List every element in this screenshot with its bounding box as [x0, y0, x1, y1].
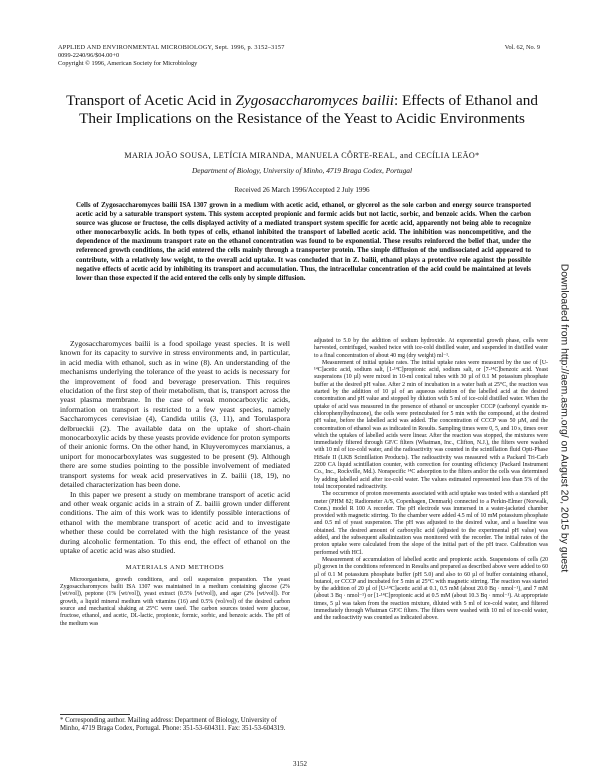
methods-heading: MATERIALS AND METHODS [125, 564, 225, 572]
copyright: Copyright © 1996, American Society for Microbiology [58, 60, 198, 67]
received-dates: Received 26 March 1996/Accepted 2 July 1996 [234, 186, 370, 194]
article-title [60, 92, 544, 128]
intro-paragraph-2: In this paper we present a study on membrane transport of acetic acid and other weak organic acids in a strain of Z. bailii grown under different conditions. The aim of this work was to identify possible interactions of ethanol with the membrane transport of acetic acid and to investigate whether these could be correlated with the high resistance of the yeast during alcoholic fermentation. To this end, the effect of ethanol on the uptake of acetic acid was also studied. [60, 489, 290, 555]
abstract: Cells of Zygosaccharomyces bailii ISA 1307 grown in a medium with acetic acid, ethanol, or glycerol as the sole carbon and energy source transported acetic acid by a saturable transport system. This system accepted propionic and formic acids but not lactic, sorbic, and benzoic acids. When the carbon source was glucose or fructose, the cells displayed activity of a mediated transport system specific for acetic acid, apparently not being able to recognize other monocarboxylic acids. In both types of cells, ethanol inhibited the transport of labelled acetic acid. The inhibition was noncompetitive, and the dependence of the maximum transport rate on the ethanol concentration was found to be exponential. These results reinforced the belief that, under the referenced growth conditions, the acid entered the cells mainly through a transporter protein. The simple diffusion of the undissociated acid appeared to contribute, with a relatively low weight, to the overall acid uptake. It was concluded that in Z. bailii, ethanol plays a protective role against the possible negative effects of acetic acid by inhibiting its transport and accumulation. Thus, the intracellular concentration of the acid could be maintained at levels lower than those expected if the acid entered the cells only by simple diffusion. [76, 202, 531, 282]
methods-uptake-rates: Measurement of initial uptake rates. The initial uptake rates were measured by the use of [U-¹⁴C]acetic acid, sodium salt, [1-¹⁴C]propionic acid, sodium salt, or [7-¹⁴C]benzoic acid. Yeast suspensions (10 µl) were mixed in 10-ml conical tubes with 30 µl of 0.1 M potassium phosphate buffer at the desired pH value. After 2 min of incubation in a water bath at 25°C, the reaction was started by the addition of 10 µl of an aqueous solution of the labelled acid at the desired concentration and pH value and stopped by dilution with 5 ml of ice-cold distilled water. When the uptake of acid was measured in the presence of ethanol or uncoupler CCCP (carbonyl cyanide m-chlorophenylhydrazone), the cells were preincubated for 5 min with the compound, at the desired pH value, before the labelled acid was added. The concentration of CCCP was 50 µM, and the concentration of ethanol was as indicated in Results. Sampling times were 0, 5, and 10 s, times over which the uptakes of labelled acids were linear. After the reaction was stopped, the mixtures were immediately filtered through GF/C filters (Whatman, Inc., Clifton, N.J.), the filters were washed with 10 ml of ice-cold water, and the radioactivity was counted in the scintillation fluid Opti-Phase HiSafe II (LKB Scintillation Products). The radioactivity was measured with a Packard Tri-Carb 2200 CA liquid scintillation counter, with correction for counting efficiency (Packard Instrument Co., Inc., Rockville, Md.). Nonspecific ¹⁴C adsorption to the filters and/or the cells was determined by adding labelled acid after ice-cold water. The values estimated represented less than 5% of the total incorporated radioactivity. [314, 359, 548, 490]
methods-accumulation: Measurement of accumulation of labelled acetic and propionic acids. Suspensions of cells (20 µl) grown in the conditions referenced in Results and prepared as described above were added to 60 µl of 0.1 M potassium phosphate buffer (pH 5.0) and also to 60 µl of buffer containing ethanol, butanol, or CCCP and incubated for 5 min at 25°C with magnetic stirring. The reaction was started by the addition of 20 µl of [U-¹⁴C]acetic acid at 0.1, 0.5 mM (about 20.0 Bq · nmol⁻¹), and 7 mM (about 3 Bq · nmol⁻¹) or [1-¹⁴C]propionic acid at 0.5 mM (about 10.3 Bq · nmol⁻¹). At appropriate times, 5 µl was taken from the reaction mixture, diluted with 5 ml of ice-cold water, and filtered immediately through Whatman GF/C filters. The filters were washed with 10 ml of ice-cold water, and the radioactivity was counted as indicated above. [314, 556, 548, 622]
journal-citation: APPLIED AND ENVIRONMENTAL MICROBIOLOGY, Sept. 1996, p. 3152–3157 [58, 44, 285, 51]
methods-paragraph-continued: adjusted to 5.0 by the addition of sodium hydroxide. At exponential growth phase, cells were harvested, centrifuged, washed twice with ice-cold distilled water, and suspended in distilled water to a final concentration of about 40 mg (dry weight) ml⁻¹. [314, 338, 548, 359]
title-part-1: Transport of Acetic Acid in [66, 92, 236, 109]
volume-issue: Vol. 62, No. 9 [504, 44, 540, 51]
methods-proton-movements: The occurrence of proton movements associated with acid uptake was tested with a standard pH meter (PHM 82; Radiometer A/S, Copenhagen, Denmark) connected to a Perkin-Elmer (Norwalk, Conn.) model R 100 A recorder. The pH electrode was immersed in a water-jacketed chamber provided with magnetic stirring. To the chamber were added 4.5 ml of 10 mM potassium phosphate and 0.5 ml of yeast suspension. The pH was adjusted to the desired value, and a baseline was obtained. The desired amount of carboxylic acid (adjusted to the experimental pH value) was added, and the subsequent alkalinization was monitored with the recorder. The initial rates of the proton uptake were calculated from the slope of the initial part of the pH trace. Calibration was performed with HCl. [314, 491, 548, 556]
corresponding-author-footnote: * Corresponding author. Mailing address: Department of Biology, University of Minho, 4719 Braga Codex, Portugal. Phone: 351-53-604311. Fax: 351-53-604319. [60, 717, 286, 733]
title-part-2: : Effects of Ethanol and Their Implications on the Resistance of the Yeast to Acidic Environments [79, 92, 538, 127]
title-species: Zygosaccharomyces bailii [235, 92, 394, 109]
download-watermark: Downloaded from http://aem.asm.org/ on August 20, 2015 by guest [558, 263, 570, 573]
journal-header [58, 44, 285, 68]
author-list: MARIA JOÃO SOUSA, LETÍCIA MIRANDA, MANUELA CÔRTE-REAL, and CECÍLIA LEÃO* [124, 151, 480, 160]
page-number: 3152 [293, 760, 307, 768]
issn: 0099-2240/96/$04.00+0 [58, 52, 120, 59]
methods-paragraph-1: Microorganisms, growth conditions, and cell suspension preparation. The yeast Zygosaccharomyces bailii ISA 1307 was maintained in a medium containing glucose (2% [wt/vol]), peptone (1% [wt/vol]), yeast extract (0.5% [wt/vol]), and agar (2% [wt/vol]). For growth, a liquid mineral medium with vitamins (16) and 0.5% (vol/vol) of the desired carbon source and mechanical shaking at 25°C were used. The carbon sources tested were glucose, fructose, ethanol, and acetic, DL-lactic, propionic, formic, sorbic, and benzoic acids. The pH of the medium was [60, 576, 290, 627]
left-column [60, 339, 290, 628]
intro-paragraph-1: Zygosaccharomyces bailii is a food spoilage yeast species. It is well known for its capacity to survive in stress environments and, in particular, in acid media with ethanol, such as in wine (8). An understanding of the mechanisms underlying the tolerance of the yeast to acids is necessary for the improvement of food and beverage preservation. This requires elucidation of the first step of their metabolism, that is, transport across the yeast plasma membrane. In the case of weak monocarboxylic acids, information on transport is restricted to a few yeast species, namely Saccharomyces cerevisiae (4), Candida utilis (3, 11), and Torulaspora delbrueckii (2). The available data on the uptake of short-chain monocarboxylic acids by these yeasts provide evidence for proton symports of their anionic forms. On the other hand, in Kluyveromyces marxianus, a uniport for monocarboxylates was suggested to be present (9). Although there are some studies pointing to the possible involvement of mediated transport systems for weak acid preservatives in Z. bailii (18, 19), no detailed characterization has been done. [60, 339, 290, 490]
footnote-divider [60, 714, 130, 715]
right-column [314, 338, 548, 623]
affiliation: Department of Biology, University of Minho, 4719 Braga Codex, Portugal [191, 166, 413, 175]
